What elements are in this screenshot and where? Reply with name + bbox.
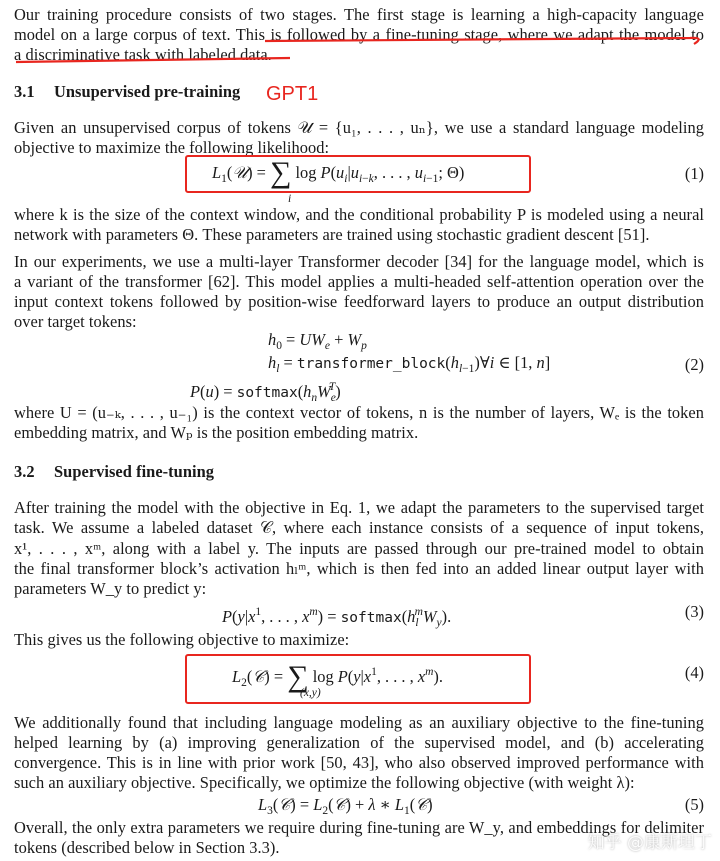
s32-p3-line-3: convergence. This is in line with prior work [50, 43], who also observed improved performance with (14, 753, 704, 772)
s32-p1-line-4: the final transformer block’s activation hₗᵐ, which is then fed into an added linear output layer with (14, 559, 704, 578)
s31-p4-line-2: embedding matrix, and Wₚ is the position embedding matrix. (14, 423, 419, 442)
eq1-sum-index: i (288, 193, 292, 205)
s31-p4-line-1: where U = (u₋ₖ, . . . , u₋₁) is the context vector of tokens, n is the number of layers, Wₑ is the token (14, 403, 704, 422)
eq4-sum-index: (x,y) (300, 687, 321, 699)
equation-2-line-3: $P(u) = softmax(h_nW_e^T)$ (190, 381, 341, 404)
s32-p2: This gives us the following objective to maximize: (14, 630, 350, 649)
equation-5: $L_3(𝒞)$ = $L_2(𝒞) + \lambda$ ∗ $L_1(𝒞)$ (258, 795, 433, 817)
equation-2-line-2: $h_l$ = $transformer\_block(h_{l-1})\forall i$ ∈ [1, n] (268, 353, 551, 375)
red-underline-annotation (0, 0, 720, 80)
s32-p4-line-2: tokens (described below in Section 3.3). (14, 838, 280, 857)
intro-line-3: a discriminative task with labeled data. (14, 45, 272, 64)
eq3-number: (3) (684, 602, 704, 621)
intro-line-1: Our training procedure consists of two stages. The first stage is learning a high-capacity language (14, 5, 704, 24)
section-number: 3.1 (14, 82, 35, 101)
s32-p3-line-4: such an auxiliary objective. Specifically, we optimize the following objective (with weight λ): (14, 773, 635, 792)
equation-4: $L_2(𝒞)$ = ∑ $\log P(y|x^1$, . . . , $x^m$). (232, 660, 443, 693)
s32-p1-line-2: task. We assume a labeled dataset 𝒞, where each instance consists of a sequence of input tokens, (14, 518, 704, 537)
eq2-number: (2) (684, 355, 704, 374)
s32-p3-line-2: helped learning by (a) improving generalization of the supervised model, and (b) accelerating (14, 733, 704, 752)
eq5-number: (5) (684, 795, 704, 814)
eq1-number: (1) (684, 164, 704, 183)
section-3-2-heading (14, 462, 704, 482)
equation-2-line-1: $h_0 = UW_e + W_p$ (268, 330, 367, 352)
equation-1: $L_1(𝒰)$ = ∑ $\log P(u_i|u_{i-k}$, . . . , $u_{i-1}$; Θ) (212, 156, 465, 189)
s31-p1-line-1: Given an unsupervised corpus of tokens 𝒰 = {u₁, . . . , uₙ}, we use a standard language modeling (14, 118, 704, 137)
section-number: 3.2 (14, 462, 35, 481)
equation-3: $P(y|x^1$, . . . , $x^m$) = $softmax(h_l^mW_y)$. (222, 606, 452, 629)
s31-p3-line-4: over target tokens: (14, 312, 137, 331)
s31-p3-line-2: a variant of the transformer [62]. This model applies a multi-headed self-attention operation over the (14, 272, 704, 291)
s31-p1-line-2: objective to maximize the following likelihood: (14, 138, 330, 157)
watermark: 知乎 @康斯坦丁 (587, 833, 712, 853)
s31-p2-line-2: network with parameters Θ. These parameters are trained using stochastic gradient descent [51]. (14, 225, 650, 244)
intro-line-2: model on a large corpus of text. This is followed by a fine-tuning stage, where we adapt the model to (14, 25, 704, 44)
s32-p1-line-3: x¹, . . . , xᵐ, along with a label y. The inputs are passed through our pre-trained model to obtain (14, 539, 704, 558)
section-title: Unsupervised pre-training (54, 82, 241, 101)
s32-p1-line-5: parameters W_y to predict y: (14, 579, 207, 598)
s32-p3-line-1: We additionally found that including language modeling as an auxiliary objective to the fine-tuning (14, 713, 704, 732)
s31-p3-line-1: In our experiments, we use a multi-layer Transformer decoder [34] for the language model, which is (14, 252, 704, 271)
gpt1-annotation: GPT1 (266, 83, 319, 105)
s32-p4-line-1: Overall, the only extra parameters we require during fine-tuning are W_y, and embeddings for delimiter (14, 818, 704, 837)
section-title: Supervised fine-tuning (54, 462, 215, 481)
eq4-number: (4) (684, 663, 704, 682)
s32-p1-line-1: After training the model with the objective in Eq. 1, we adapt the parameters to the supervised target (14, 498, 704, 517)
section-3-1-heading (14, 82, 704, 102)
s31-p3-line-3: input context tokens followed by position-wise feedforward layers to produce an output distribution (14, 292, 704, 311)
s31-p2-line-1: where k is the size of the context window, and the conditional probability P is modeled using a neural (14, 205, 704, 224)
